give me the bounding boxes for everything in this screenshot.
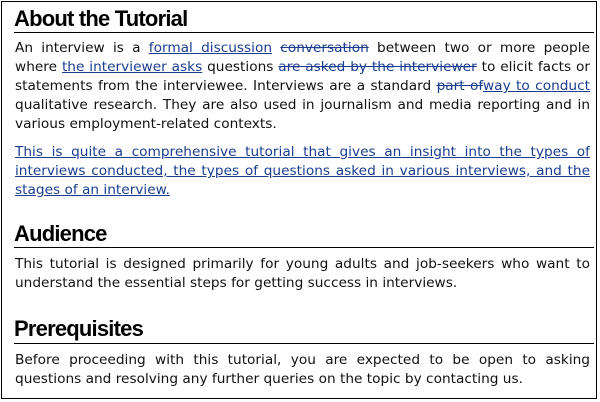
insertion-way-to-conduct: way to conduct [482,78,590,94]
prerequisites-paragraph: Before proceeding with this tutorial, you are expected to be open to asking questions and resolving any further queries on the topic by contacting us. [15,352,590,387]
about-text-5: qualitative research. They are also used in journalism and media reporting and in various employment-related contexts. [15,97,590,132]
document-page [1,1,597,399]
about-text-2: between two or more people where [15,40,590,75]
deletion-conversation: conversation [280,40,369,56]
deletion-part-of: part of [436,78,483,94]
insertion-interviewer-asks: the interviewer asks [61,59,203,75]
about-paragraph-2-insertion: This is quite a comprehensive tutorial that gives an insight into the types of interviews conducted, the types of questions asked in various interviews, and the stages of an interview. [15,144,590,198]
heading-underline-about [14,32,594,33]
insertion-formal-discussion: formal discussion [148,40,273,56]
about-paragraph-1 [15,39,590,134]
audience-paragraph: This tutorial is designed primarily for young adults and job-seekers who want to understand the essential steps for getting success in interviews. [15,256,590,291]
heading-underline-prerequisites [14,343,594,344]
about-text-4: to elicit facts or statements from the interviewee. Interviews are a standard [15,59,590,94]
deletion-asked-by-interviewer: are asked by the interviewer [278,59,477,75]
about-text-1: An interview is a [15,40,149,56]
section-title-audience: Audience [14,221,107,246]
section-title-prerequisites: Prerequisites [14,316,144,341]
about-text-3: questions [207,59,279,75]
section-title-about: About the Tutorial [14,6,188,31]
heading-underline-audience [14,247,594,248]
